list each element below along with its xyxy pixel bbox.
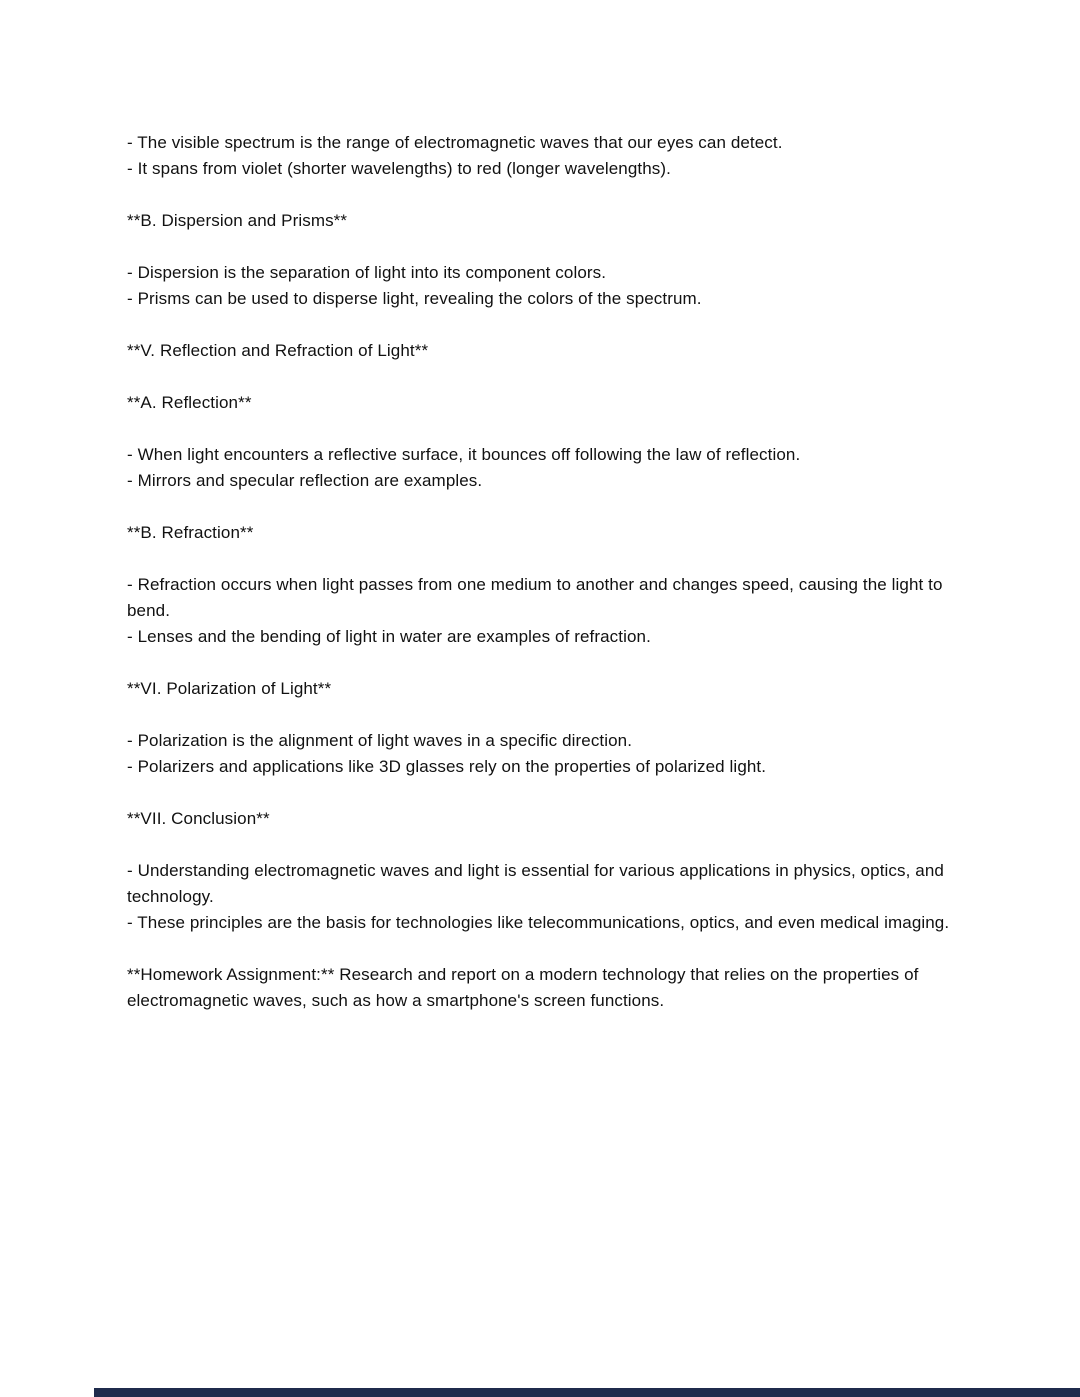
text-line: **A. Reflection**	[127, 393, 252, 412]
text-line: - Mirrors and specular reflection are examples.	[127, 471, 483, 490]
text-line: **VII. Conclusion**	[127, 809, 270, 828]
paragraph-block	[127, 962, 955, 1014]
paragraph-block	[127, 208, 955, 234]
text-line: - It spans from violet (shorter wavelengths) to red (longer wavelengths).	[127, 159, 671, 178]
paragraph-block	[127, 130, 955, 182]
text-line: - Refraction occurs when light passes from one medium to another and changes speed, causing the light to bend.	[127, 575, 948, 620]
text-line: - Dispersion is the separation of light into its component colors.	[127, 263, 607, 282]
text-line: - Understanding electromagnetic waves and light is essential for various applications in physics, optics, and technology.	[127, 861, 949, 906]
document-page[interactable]	[127, 130, 955, 1014]
paragraph-block	[127, 806, 955, 832]
text-line: **Homework Assignment:** Research and report on a modern technology that relies on the properties of electromagnetic waves, such as how a smartphone's screen functions.	[127, 965, 924, 1010]
text-line: - Prisms can be used to disperse light, revealing the colors of the spectrum.	[127, 289, 702, 308]
text-line: **V. Reflection and Refraction of Light**	[127, 341, 429, 360]
paragraph-block	[127, 442, 955, 494]
paragraph-block	[127, 572, 955, 650]
text-line: - Polarizers and applications like 3D glasses rely on the properties of polarized light.	[127, 757, 767, 776]
paragraph-block	[127, 338, 955, 364]
paragraph-block	[127, 728, 955, 780]
cropped-content-bar	[94, 1388, 1080, 1397]
paragraph-block	[127, 260, 955, 312]
paragraph-block	[127, 676, 955, 702]
text-line: **VI. Polarization of Light**	[127, 679, 332, 698]
text-line: **B. Dispersion and Prisms**	[127, 211, 348, 230]
text-line: - When light encounters a reflective surface, it bounces off following the law of reflection.	[127, 445, 801, 464]
paragraph-block	[127, 390, 955, 416]
text-line: - The visible spectrum is the range of electromagnetic waves that our eyes can detect.	[127, 133, 783, 152]
text-line: - Lenses and the bending of light in water are examples of refraction.	[127, 627, 651, 646]
text-line: - Polarization is the alignment of light waves in a specific direction.	[127, 731, 633, 750]
text-line: - These principles are the basis for technologies like telecommunications, optics, and even medical imaging.	[127, 913, 950, 932]
paragraph-block	[127, 858, 955, 936]
text-line: **B. Refraction**	[127, 523, 254, 542]
paragraph-block	[127, 520, 955, 546]
